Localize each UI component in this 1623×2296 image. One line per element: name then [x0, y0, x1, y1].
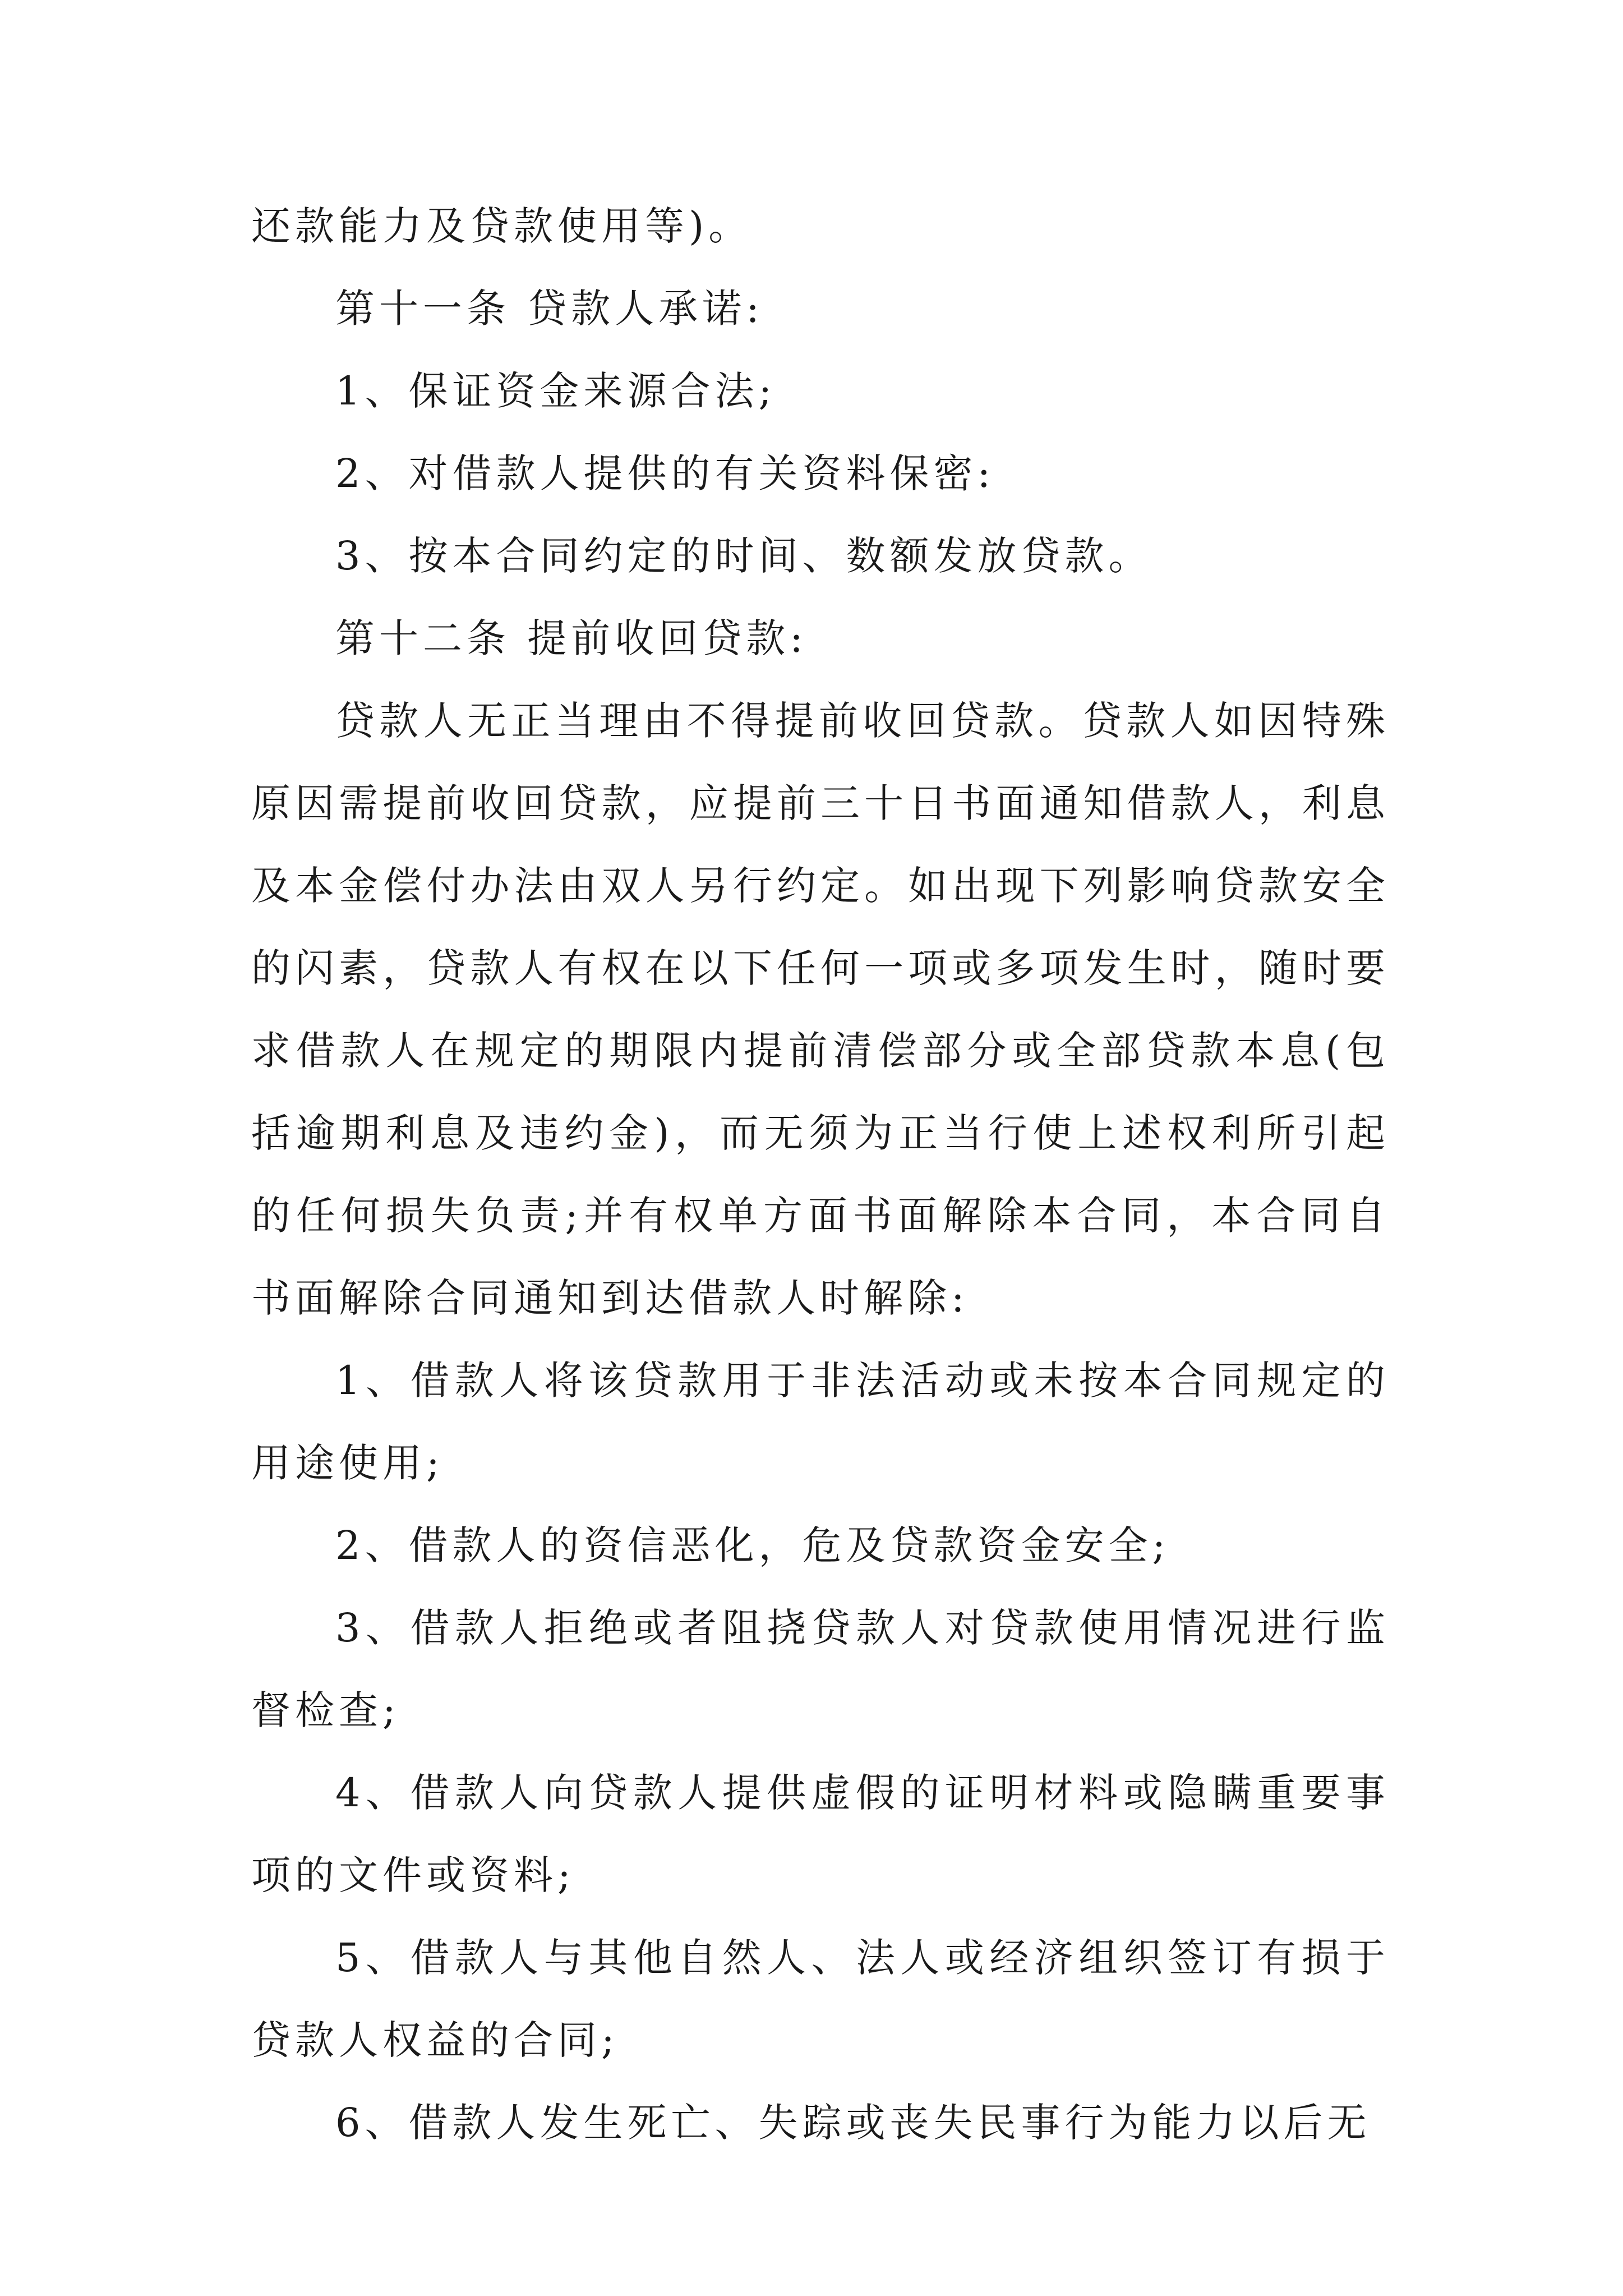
article-11-heading: 第十一条 贷款人承诺:: [335, 286, 764, 332]
article-12-heading: 第十二条 提前收回贷款:: [335, 615, 808, 661]
list-item: 6、借款人发生死亡、失踪或丧失民事行为能力以后无: [335, 2100, 1371, 2146]
list-item: 1、保证资金来源合法;: [335, 368, 777, 414]
list-item: 1、借款人将该贷款用于非法活动或未按本合同规定的用途使用;: [251, 1358, 1390, 1486]
article-12-body: 贷款人无正当理由不得提前收回贷款。贷款人如因特殊原因需提前收回贷款，应提前三十日书面通知借款人，利息及本金偿付办法由双人另行约定。如出现下列影响贷款安全的闪素，贷款人有权在以下任何一项或多项发生时，随时要求借款人在规定的期限内提前清偿部分或全部贷款本息(包括逾期利息及违约金)，而无须为正当行使上述权利所引起的任何损失负责;并有权单方面书面解除本合同，本合同自书面解除合同通知到达借款人时解除:: [251, 698, 1390, 1321]
paragraph-continuation: 还款能力及贷款使用等)。: [251, 203, 753, 249]
list-item: 3、按本合同约定的时间、数额发放贷款。: [335, 533, 1152, 579]
list-item: 5、借款人与其他自然人、法人或经济组织签订有损于贷款人权益的合同;: [251, 1935, 1390, 2063]
list-item: 2、对借款人提供的有关资料保密:: [335, 450, 995, 496]
list-item: 2、借款人的资信恶化，危及贷款资金安全;: [335, 1522, 1170, 1568]
list-item: 3、借款人拒绝或者阻挠贷款人对贷款使用情况进行监督检查;: [251, 1605, 1390, 1733]
list-item: 4、借款人向贷款人提供虚假的证明材料或隐瞒重要事项的文件或资料;: [251, 1770, 1390, 1898]
document-body: [251, 185, 1390, 2164]
